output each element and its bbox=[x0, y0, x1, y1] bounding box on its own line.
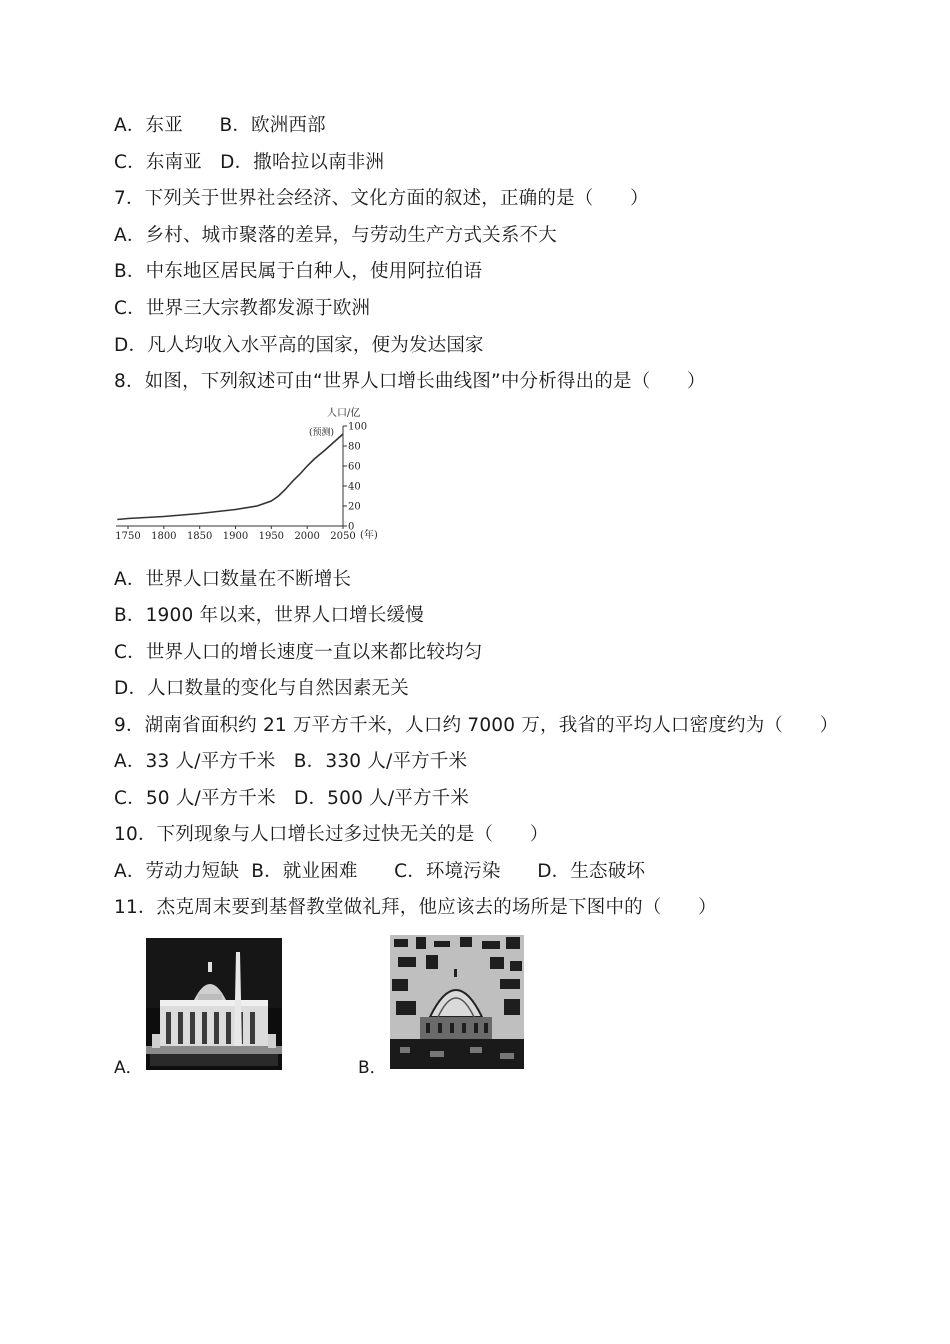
population-curve bbox=[117, 434, 343, 520]
q6-options-ab: A．东亚 B．欧洲西部 bbox=[114, 115, 326, 136]
population-growth-chart bbox=[112, 404, 384, 550]
chart-x-tick-label: 1800 bbox=[151, 531, 177, 542]
q11-stem: 11．杰克周末要到基督教堂做礼拜，他应该去的场所是下图中的（ ） bbox=[114, 897, 717, 918]
q8-option-b: B．1900 年以来，世界人口增长缓慢 bbox=[114, 605, 424, 626]
chart-y-tick-label: 20 bbox=[348, 501, 361, 513]
chart-y-tick-label: 60 bbox=[348, 461, 361, 473]
q9-options-cd: C．50 人/平方千米 D．500 人/平方千米 bbox=[114, 788, 470, 809]
chart-x-tick-label: 1900 bbox=[222, 531, 249, 542]
option-b-photo bbox=[390, 935, 524, 1069]
chart-y-tick-label: 100 bbox=[348, 421, 368, 433]
q7-option-b: B．中东地区居民属于白种人，使用阿拉伯语 bbox=[114, 261, 483, 282]
chart-y-tick-label: 80 bbox=[348, 441, 361, 453]
option-a-photo bbox=[146, 938, 282, 1070]
q9-options-ab: A．33 人/平方千米 B．330 人/平方千米 bbox=[114, 751, 468, 772]
chart-xlabel: (年) bbox=[360, 530, 378, 541]
chart-annotation: (预测) bbox=[309, 428, 335, 438]
chart-ylabel: 人口/亿 bbox=[327, 408, 361, 419]
q7-option-d: D．凡人均收入水平高的国家，便为发达国家 bbox=[114, 335, 484, 356]
option-a-label: A． bbox=[114, 1058, 143, 1078]
chart-y-tick-label: 0 bbox=[348, 521, 355, 533]
chart-x-tick-label: 1850 bbox=[186, 531, 213, 542]
q7-stem: 7．下列关于世界社会经济、文化方面的叙述，正确的是（ ） bbox=[114, 188, 649, 209]
q7-option-c: C．世界三大宗教都发源于欧洲 bbox=[114, 298, 371, 319]
q8-option-c: C．世界人口的增长速度一直以来都比较均匀 bbox=[114, 642, 483, 663]
q8-option-a: A．世界人口数量在不断增长 bbox=[114, 569, 352, 590]
q10-stem: 10．下列现象与人口增长过多过快无关的是（ ） bbox=[114, 824, 549, 845]
q9-stem: 9．湖南省面积约 21 万平方千米，人口约 7000 万，我省的平均人口密度约为（ ） bbox=[114, 715, 839, 736]
chart-x-tick-label: 2050 bbox=[330, 531, 356, 542]
chart-x-tick-label: 1950 bbox=[258, 531, 285, 542]
q8-stem: 8．如图，下列叙述可由“世界人口增长曲线图”中分析得出的是（ ） bbox=[114, 371, 706, 392]
q6-options-cd: C．东南亚 D．撒哈拉以南非洲 bbox=[114, 152, 385, 173]
q10-options: A．劳动力短缺 B．就业困难 C．环境污染 D．生态破坏 bbox=[114, 861, 646, 882]
q7-option-a: A．乡村、城市聚落的差异，与劳动生产方式关系不大 bbox=[114, 225, 557, 246]
q8-option-d: D．人口数量的变化与自然因素无关 bbox=[114, 678, 409, 699]
chart-x-tick-label: 2000 bbox=[294, 531, 320, 542]
chart-x-tick-label: 1750 bbox=[115, 531, 141, 542]
chart-y-tick-label: 40 bbox=[348, 481, 361, 493]
option-b-label: B． bbox=[358, 1058, 387, 1078]
